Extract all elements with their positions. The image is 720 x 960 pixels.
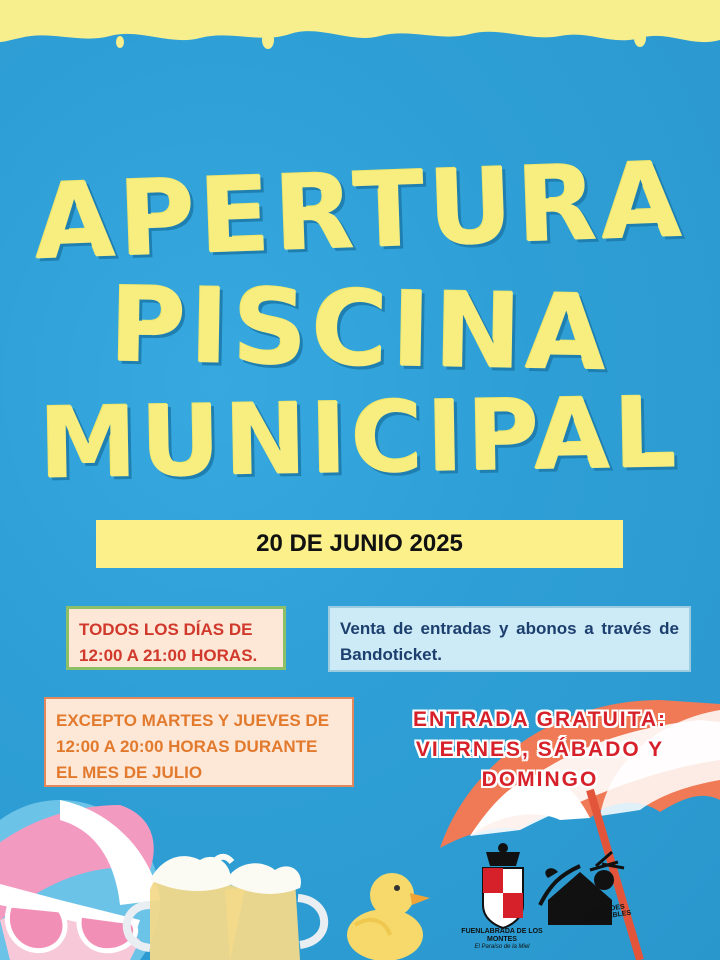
free-entry-line-3: DOMINGO	[481, 768, 599, 791]
coat-of-arms-icon	[483, 843, 523, 928]
title-line-1: APERTURA	[32, 138, 688, 284]
july-exception-text: EXCEPTO MARTES Y JUEVES DE 12:00 A 20:00 HORAS DURANTE EL MES DE JULIO	[56, 711, 330, 782]
healthy-cities-logo-name: CIUDADES SALUDABLES	[583, 903, 632, 924]
beer-mugs-icon	[127, 856, 324, 960]
daily-hours-text: TODOS LOS DÍAS DE 12:00 A 21:00 HORAS.	[79, 620, 258, 665]
daily-hours-box	[66, 606, 286, 670]
ticket-sales-box	[328, 606, 691, 672]
free-entry-line-1: ENTRADA GRATUITA:	[412, 708, 668, 731]
rubber-duck-icon	[347, 873, 430, 960]
opening-date: 20 DE JUNIO 2025	[256, 530, 463, 557]
opening-date-banner	[96, 520, 623, 568]
free-entry-notice	[370, 705, 710, 795]
free-entry-line-2: VIERNES, SÁBADO Y	[415, 738, 665, 761]
town-logo-name: FUENLABRADA DE LOS MONTES	[461, 928, 543, 943]
town-logo-motto: El Paraíso de la Miel	[474, 944, 530, 950]
title-line-3: MUNICIPAL	[38, 376, 682, 502]
top-wave-decoration	[0, 0, 720, 80]
ticket-sales-text: Venta de entradas y abonos a través de Bandoticket.	[340, 619, 679, 664]
title-line-2: PISCINA	[108, 263, 612, 395]
